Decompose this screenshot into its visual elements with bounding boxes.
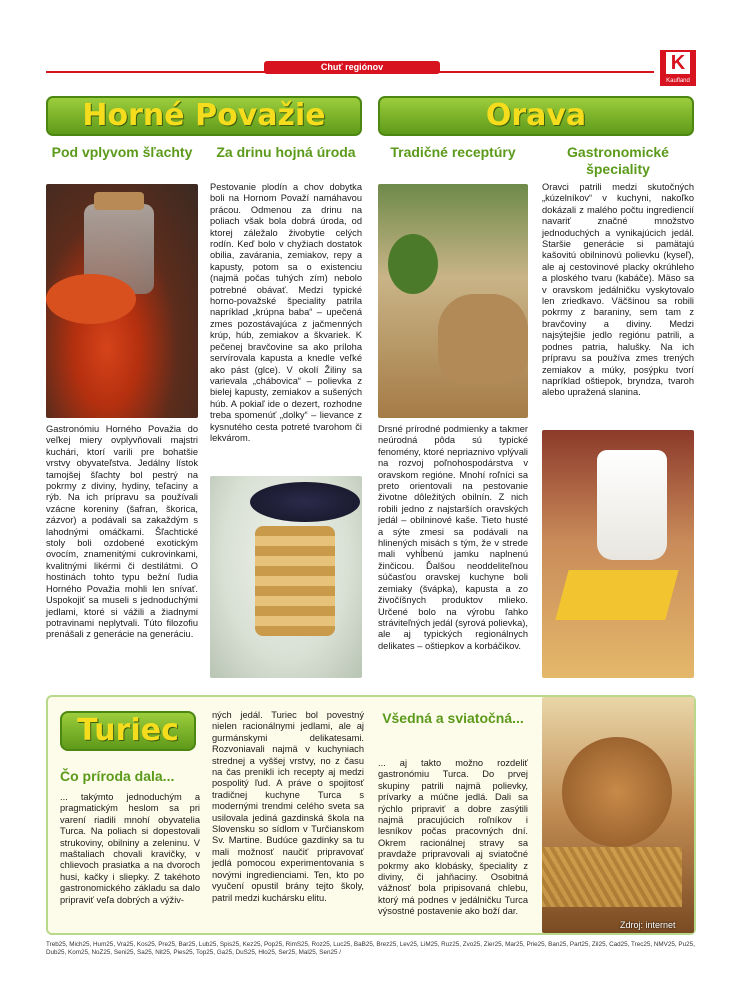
jar-lid	[94, 192, 144, 210]
section-tag: Chuť regiónov	[264, 61, 440, 74]
footer-store-codes: Treb25, Mich25, Hum25, Vra25, Kos25, Pre25, Bar25, Lub25, Spis25, Kez25, Pop25, RimS25, Roz25, Luc25, BaB25, Brez25, Lev25, LiM25, Ruz25, Zvo25, Zier25, Mar25, Prie25, Ban25, Part25, Zil25, Cad25, Trec25, NMV25, Pu25, Dub25, Kom25, NoZ25, Seni25, Sa25, Nit25, Pies25, Top25, Ga25, DuS25, Hlo25, Ser25, Mal25, Sen25 /	[46, 941, 695, 956]
article-text-tradicne: Drsné prírodné podmienky a takmer neúrodná pôda sú typické fenomény, ktoré nepriaznivo vplývali na rozvoj poľnohospodárstva v oravskom regióne. Mnohí roľníci sa preto orientovali na pestovanie životne dôležitých obilnín. Z nich robili jedno z najstarších oravských jedál – obilninové kaše. Tieto husté a sýte zmesi sa podávali na hlinených misách s tým, že v strede mali vyhĺbenú jamku naplnenú žinčicou. Ďalšou neoddeliteľnou súčasťou oravskej kuchyne boli zemiaky (švápka), kapusta a zo živočíšnych produktov mlieko. Určené bolo na výrobu ľahko stráviteľných jedál (syrová polievka), ale aj typických regionálnych delikates – oštiepkov a korbáčikov.	[378, 424, 528, 651]
photo-credit: Zdroj: internet	[620, 920, 676, 930]
article-text-pod-vplyvom: Gastronómiu Horného Považia do veľkej miery ovplyvňovali majstri kuchári, ktorí varili pre bohatšie vrstvy obyvateľstva. Jedálny lístok tamojšej šľachty bol pestrý na pokrmy z diviny, hydiny, teľaciny a rýb. Na ich prípravu sa používali vzácne koreniny (šafran, škorica, zázvor) a podávali sa zakaždým s lahodnými omáčkami. Šľachtické stoly boli ozdobené exotickým ovocím, znamenitými cukrovinkami, kvalitnými likérmi či destilátmi. O hostinách tohto typu bežní ľudia Horného Považia mohli len snívať. Uspokojiť sa museli s jednoduchými jedlami, ktoré si vážili a žiadnymi potravinami neplytvali. Túto filozofiu prenášali z generácie na generáciu.	[46, 424, 198, 640]
subheading-co-priroda: Čo príroda dala...	[60, 768, 175, 784]
photo-potatoes	[378, 184, 528, 418]
subheading-vsedna: Všedná a sviatočná...	[382, 710, 524, 726]
pancake-stack	[255, 526, 335, 636]
subheading-pod-vplyvom: Pod vplyvom šľachty	[51, 144, 193, 160]
saffron-pile	[46, 274, 136, 324]
subheading-za-drinu: Za drinu hojná úroda	[216, 144, 356, 160]
milk-jug	[597, 450, 667, 560]
article-text-za-drinu: Pestovanie plodín a chov dobytka boli na Hornom Považí namáhavou prácou. Odmenou za drinu na poliach však bola dobrá úroda, od ktorej záležalo živobytie celých rodín. Keď bolo v chyžiach dostatok obilia, zavárania, zemiakov, repy a kapusty, potom sa o existenciu (najmä počas tuhých zím) nebolo potrebné obávať. Medzi typické horno-považské špeciality patrila napríklad „krúpna baba“ – upečená zmes pozostávajúca z jačmenných krúp, húb, zemiakov a škvariek. K pečenej bravčovine sa ako príloha servírovala kapusta a knedle veľké ako pást (glce). V okolí Žiliny sa varievala „chábovica“ – polievka z bielej kapusty, zemiakov a sušených húb. A pokiaľ ide o dezert, rozhodne treba spomenúť „dolky“ – lievance z kysnutého cesta potreté tvarohom či lekvárom.	[210, 182, 362, 443]
region-title-turiec: Turiec	[60, 711, 196, 751]
article-text-vsedna: ... aj takto možno rozdeliť gastronómiu Turca. Do prvej skupiny patrili najmä polievky, prívarky a múčne jedlá. Dali sa rýchlo pripraviť a dobre zasýtili najmä pracujúcich roľníkov i lesníkov počas pracovných dní. Okrem racionálnej stravy sa pravdaže pripravovali aj sviatočné pokrmy ako klobásky, špeciality z diviny, či jahňaciny. Osobitná vážnosť bola pripisovaná chlebu, ktorý má podnes v jedálničku Turca výsostné postavenie ako boží dar.	[378, 758, 528, 917]
potato-sack	[438, 294, 528, 384]
bread-loaf	[562, 737, 672, 847]
blueberry-bowl	[250, 482, 360, 522]
photo-spices	[46, 184, 198, 418]
photo-pancakes	[210, 476, 362, 678]
subheading-gastronomicke: Gastronomické špeciality	[567, 144, 669, 177]
logo-text: Kaufland	[666, 78, 690, 84]
subheading-tradicne: Tradičné receptúry	[390, 144, 516, 160]
photo-milk-cheese	[542, 430, 694, 678]
article-text-gastronomicke: Oravci patrili medzi skutočných „kúzelníkov“ v kuchyni, nakoľko dokázali z malého počtu ingrediencií navariť značné množstvo jednoduchých a vynikajúcich jedál. Staršie generácie si pamätajú kašovitú obilninovú polievku (kyseľ), ale aj cestovinové placky okrúhleho a ploského tvaru (kabáče). Mäso sa v oravskom jedálničku vyskytovalo len zriedkavo. Väčšinou sa robili pokrmy z baraniny, sem tam z bravčoviny a diviny. Medzi najsýtejšie jedlo regiónu patrili, a podnes patria, halušky. Na ich prípravu sa používa zmes trených zemiakov a múky, posýpku tvorí napríklad oštiepok, bryndza, tvaroh alebo upražená slanina.	[542, 182, 694, 398]
kaufland-logo	[660, 50, 696, 86]
region-title-orava: Orava	[378, 96, 694, 136]
article-text-turiec-continued: ných jedál. Turiec bol povestný nielen racionálnymi jedlami, ale aj gurmánskymi delikatesami. Rozvoniavali najmä v kuchyniach strednej a vyššej vrstvy, no z času na čas prenikli ich recepty aj medzi pospolitý ľud. A práve o spojitosť tradičnej kuchyne Turca s modernými trendmi celého sveta sa usilovala jediná gazdinská škola na Slovensku so sídlom v Turčianskom Sv. Martine. Budúce gazdinky sa tu mali možnosť naučiť pripravovať jedlá pomocou experimentovania s novými ingredienciami. Ten, kto po vyučení opustil brány tejto školy, patril medzi kuchársku elitu.	[212, 710, 364, 903]
logo-letter: K	[666, 52, 690, 74]
article-text-co-priroda: ... takýmto jednoduchým a pragmatickým heslom sa pri varení riadili mnohí obyvatelia Turca. Na poliach si dopestovali strukoviny, obilniny a zeleninu. V maštaliach chovali kravičky, v chlievoch prasiatka a na dvoroch husi, kačky i sliepky. Z takéhoto gastronomického základu sa dalo pripraviť veľa dobrých a výživ-	[60, 792, 200, 905]
wheat-ears	[542, 847, 682, 907]
photo-bread	[542, 697, 694, 933]
cheese-block	[555, 570, 678, 620]
herb-pot	[388, 234, 438, 294]
region-title-horne-povazie: Horné Považie	[46, 96, 362, 136]
